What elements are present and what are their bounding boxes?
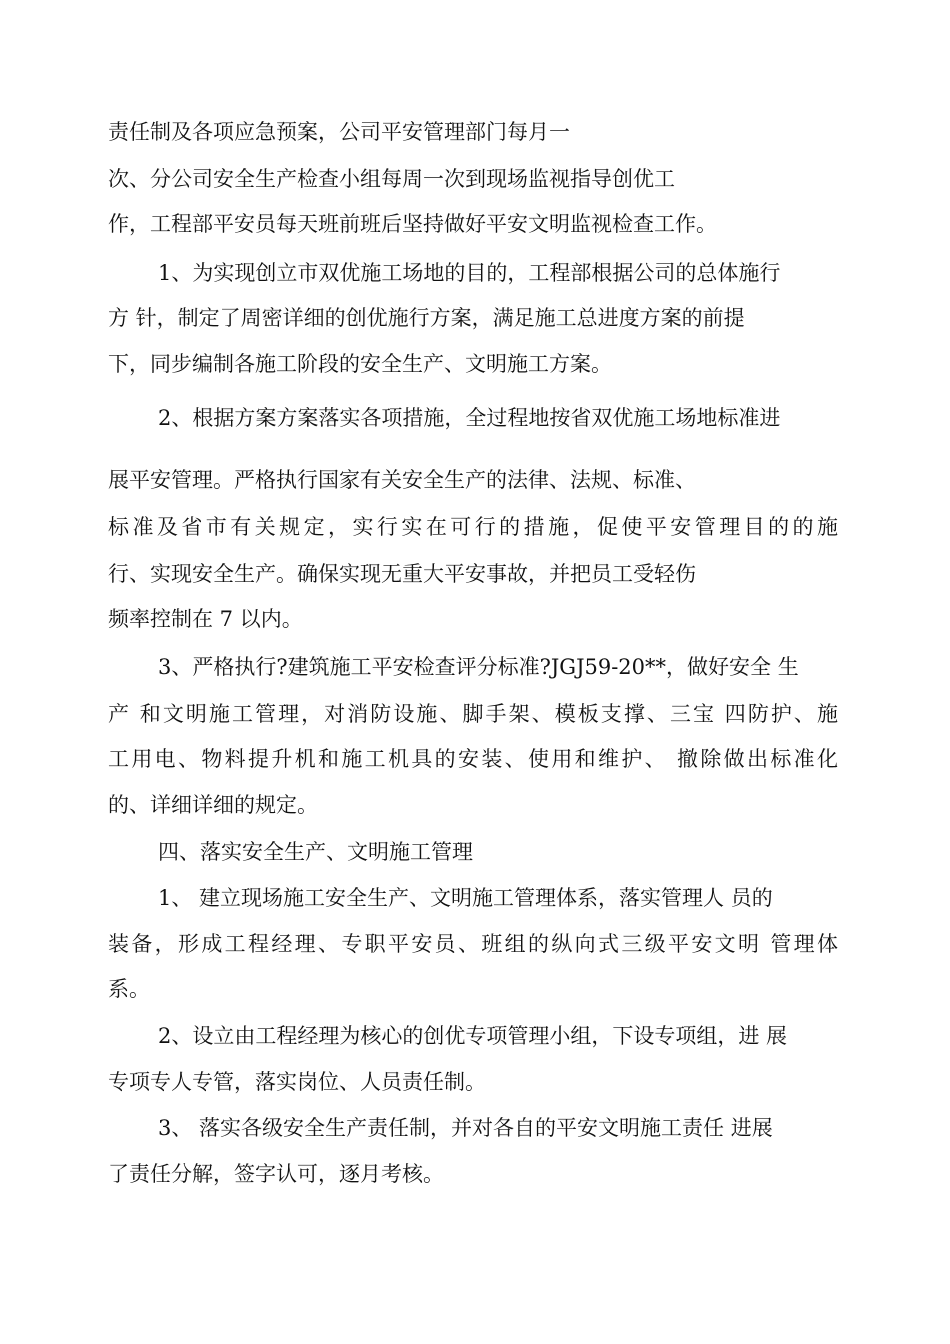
text-line: 责任制及各项应急预案，公司平安管理部门每月一 — [108, 120, 570, 144]
text-line: 频率控制在 7 以内。 — [108, 607, 303, 631]
text-line: 工用电、物料提升机和施工机具的安装、使用和维护、 撤除做出标准化 — [108, 747, 838, 771]
section-heading: 四、落实安全生产、文明施工管理 — [158, 840, 473, 864]
text-line: 装备，形成工程经理、专职平安员、班组的纵向式三级平安文明 管理体 — [108, 932, 838, 956]
text-line: 下，同步编制各施工阶段的安全生产、文明施工方案。 — [108, 352, 612, 376]
text-line: 产 和文明施工管理，对消防设施、脚手架、模板支撑、三宝 四防护、施 — [108, 702, 838, 726]
text-line: 专项专人专管，落实岗位、人员责任制。 — [108, 1070, 486, 1094]
text-line: 的、详细详细的规定。 — [108, 793, 318, 817]
text-line: 方 针，制定了周密详细的创优施行方案，满足施工总进度方案的前提 — [108, 306, 745, 330]
text-line: 展平安管理。严格执行国家有关安全生产的法律、法规、标准、 — [108, 468, 696, 492]
text-line: 2、根据方案方案落实各项措施，全过程地按省双优施工场地标准进 — [158, 406, 781, 430]
text-line: 系。 — [108, 977, 150, 1001]
text-line: 1、为实现创立市双优施工场地的目的，工程部根据公司的总体施行 — [158, 261, 781, 285]
text-line: 了责任分解，签字认可，逐月考核。 — [108, 1162, 444, 1186]
text-line: 行、实现安全生产。确保实现无重大平安事故，并把员工受轻伤 — [108, 562, 696, 586]
text-line: 次、分公司安全生产检查小组每周一次到现场监视指导创优工 — [108, 167, 675, 191]
text-line: 作，工程部平安员每天班前班后坚持做好平安文明监视检查工作。 — [108, 212, 717, 236]
text-line: 标准及省市有关规定，实行实在可行的措施，促使平安管理目的的施 — [108, 515, 838, 539]
text-line: 3、 落实各级安全生产责任制，并对各自的平安文明施工责任 进展 — [158, 1116, 773, 1140]
text-line: 1、 建立现场施工安全生产、文明施工管理体系，落实管理人 员的 — [158, 886, 773, 910]
text-line: 3、严格执行?建筑施工平安检查评分标准?JGJ59-20**，做好安全 生 — [158, 655, 799, 679]
text-line: 2、设立由工程经理为核心的创优专项管理小组，下设专项组，进 展 — [158, 1024, 788, 1048]
